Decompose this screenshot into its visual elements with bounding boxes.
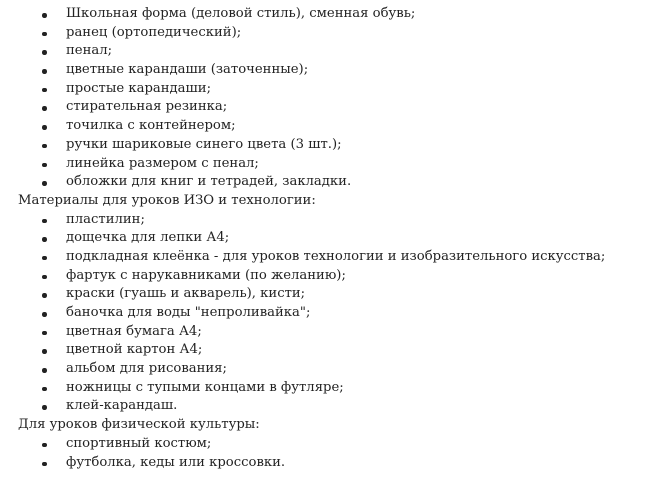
list-item: дощечка для лепки А4; — [18, 229, 664, 248]
section-title-art: Материалы для уроков ИЗО и технологии: — [18, 192, 316, 208]
list-item: альбом для рисования; — [18, 360, 664, 379]
list-item: ранец (ортопедический); — [18, 24, 664, 43]
pe-list — [18, 435, 664, 472]
list-item: точилка с контейнером; — [18, 117, 664, 136]
list-item: простые карандаши; — [18, 80, 664, 99]
list-item: баночка для воды "непроливайка"; — [18, 304, 664, 323]
list-item: цветные карандаши (заточенные); — [18, 61, 664, 80]
list-item: футболка, кеды или кроссовки. — [18, 454, 664, 473]
list-item: линейка размером с пенал; — [18, 155, 664, 174]
supplies-list — [18, 5, 664, 192]
list-item: клей-карандаш. — [18, 397, 664, 416]
list-item: ножницы с тупыми концами в футляре; — [18, 379, 664, 398]
list-item: цветная бумага А4; — [18, 323, 664, 342]
list-item: пластилин; — [18, 211, 664, 230]
list-item: цветной картон А4; — [18, 341, 664, 360]
section-title-pe: Для уроков физической культуры: — [18, 417, 260, 433]
list-item: ручки шариковые синего цвета (3 шт.); — [18, 136, 664, 155]
document-body — [18, 5, 664, 472]
list-item: Школьная форма (деловой стиль), сменная обувь; — [18, 5, 664, 24]
list-item: спортивный костюм; — [18, 435, 664, 454]
art-materials-list — [18, 211, 664, 417]
list-item: подкладная клеёнка - для уроков технологии и изобразительного искусства; — [18, 248, 664, 267]
list-item: стирательная резинка; — [18, 98, 664, 117]
list-item: пенал; — [18, 42, 664, 61]
list-item: обложки для книг и тетрадей, закладки. — [18, 173, 664, 192]
list-item: фартук с нарукавниками (по желанию); — [18, 267, 664, 286]
list-item: краски (гуашь и акварель), кисти; — [18, 285, 664, 304]
